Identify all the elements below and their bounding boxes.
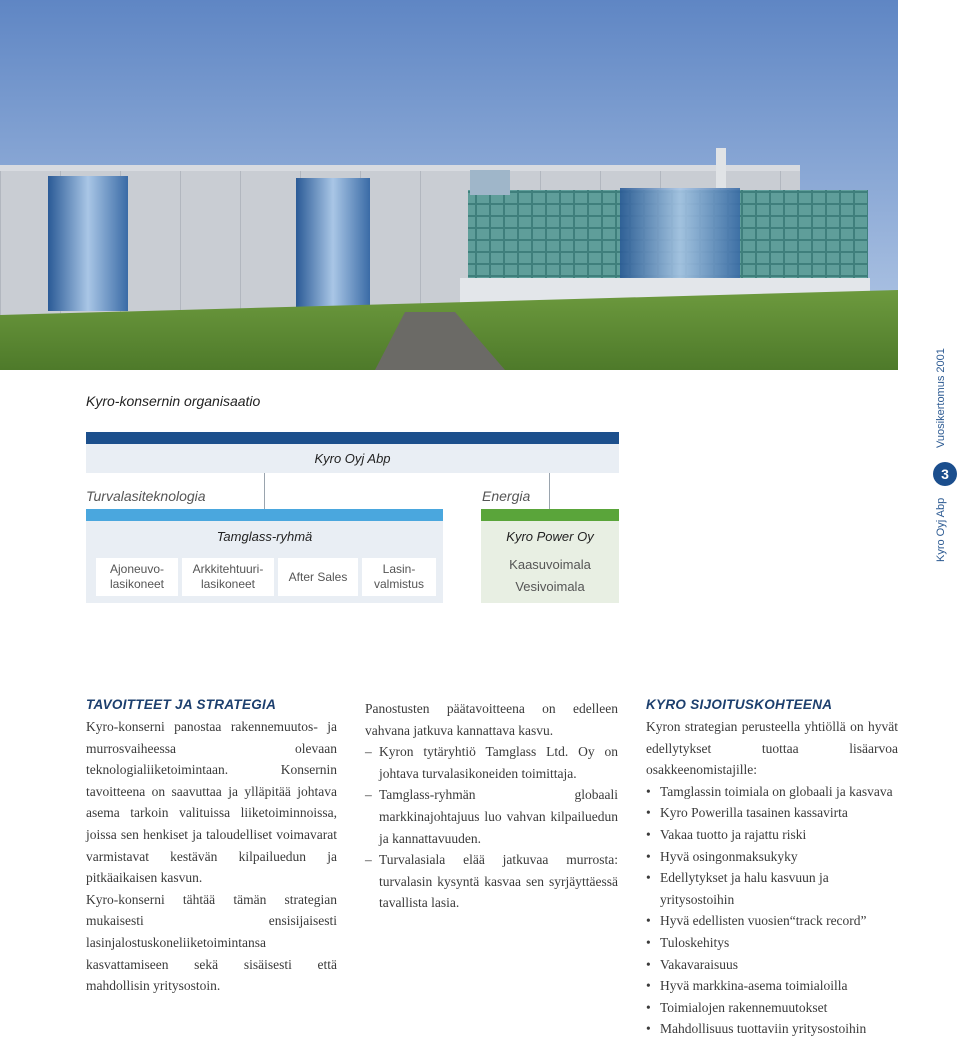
strategy-paragraph: Kyro-konserni panostaa rakennemuutos- ja murrosvaiheessa olevaan teknologialiiketoimintaan. Konsernin tavoitteena on saavuttaa ja ylläpitää johtava asema tarkoin valituissa liiketoiminnoissa, joissa sen henkiset ja taloudelliset voimavarat varmistavat kestävän kilpailuedun ja pitkäaikaisen kasvun.	[86, 719, 337, 886]
list-item: • Vakavaraisuus	[646, 954, 898, 976]
unit-box	[182, 558, 274, 596]
investment-intro: Panostusten päätavoitteena on edelleen vahvana jatkuva kannattava kasvu.	[365, 701, 618, 738]
strategy-paragraph: Kyro-konserni tähtää tämän strategian mukaisesti ensisijaisesti lasinjalostuskoneliiketoimintansa kasvattamiseen sekä sisäisesti että mahdollisin yritysostoin.	[86, 891, 337, 994]
branch-left-label: Turvalasiteknologia	[86, 488, 206, 504]
parent-name: Kyro Oyj Abp	[314, 451, 391, 466]
report-title: Vuosikertomus 2001	[935, 348, 947, 448]
list-item: • Tuloskehitys	[646, 932, 898, 954]
unit-box	[362, 558, 436, 596]
investment-case-list	[646, 781, 898, 1040]
list-item: • Kyro Powerilla tasainen kassavirta	[646, 802, 898, 824]
org-chart-title: Kyro-konsernin organisaatio	[86, 393, 261, 409]
investment-case-heading: KYRO SIJOITUSKOHTEENA	[646, 697, 833, 712]
list-item: • Mahdollisuus tuottaviin yritysostoihin	[646, 1018, 898, 1040]
connector-line	[549, 473, 550, 509]
column-investments	[365, 698, 618, 914]
company-name: Kyro Oyj Abp	[935, 497, 947, 562]
energy-unit: Vesivoimala	[515, 579, 585, 594]
list-item: – Turvalasiala elää jatkuvaa murrosta: turvalasin kysyntä kasvaa sen syrjäyttäessä tavallista lasia.	[365, 849, 618, 914]
tamglass-name: Tamglass-ryhmä	[216, 529, 313, 544]
energy-unit: Kaasuvoimala	[509, 557, 591, 572]
unit-label: After Sales	[288, 569, 348, 584]
unit-label: Arkkitehtuuri- lasikoneet	[192, 562, 264, 591]
unit-box	[278, 558, 358, 596]
list-item: • Hyvä edellisten vuosien“track record”	[646, 910, 898, 932]
kyro-power-bar	[481, 509, 619, 521]
connector-line	[264, 473, 265, 509]
list-item: • Toimialojen rakennemuutokset	[646, 997, 898, 1019]
factory-building-illustration	[0, 0, 898, 370]
page-number: 3	[933, 462, 957, 486]
list-item: • Edellytykset ja halu kasvuun ja yritysostoihin	[646, 867, 898, 910]
list-item: – Kyron tytäryhtiö Tamglass Ltd. Oy on johtava turvalasikoneiden toimittaja.	[365, 741, 618, 784]
investment-case-intro: Kyron strategian perusteella yhtiöllä on hyvät edellytykset tuottaa lisäarvoa osakkeenomistajille:	[646, 719, 898, 778]
list-item: – Tamglass-ryhmän globaali markkinajohtajuus luo vahvan kilpailuedun ja kannattavuuden.	[365, 784, 618, 849]
list-item: • Tamglassin toimiala on globaali ja kasvava	[646, 781, 898, 803]
investment-list	[365, 741, 618, 914]
tamglass-bar	[86, 509, 443, 521]
list-item: • Hyvä osingonmaksukyky	[646, 846, 898, 868]
branch-right-label: Energia	[482, 488, 531, 504]
unit-box	[96, 558, 178, 596]
column-investment-case	[646, 694, 898, 1040]
list-item: • Vakaa tuotto ja rajattu riski	[646, 824, 898, 846]
parent-bar	[86, 432, 619, 444]
unit-label: Lasin- valmistus	[373, 562, 424, 591]
column-strategy	[86, 694, 337, 997]
unit-label: Ajoneuvo- lasikoneet	[109, 562, 165, 591]
building-photo	[0, 0, 898, 370]
kyro-power-name: Kyro Power Oy	[506, 529, 594, 544]
strategy-heading: TAVOITTEET JA STRATEGIA	[86, 697, 277, 712]
list-item: • Hyvä markkina-asema toimialoilla	[646, 975, 898, 997]
